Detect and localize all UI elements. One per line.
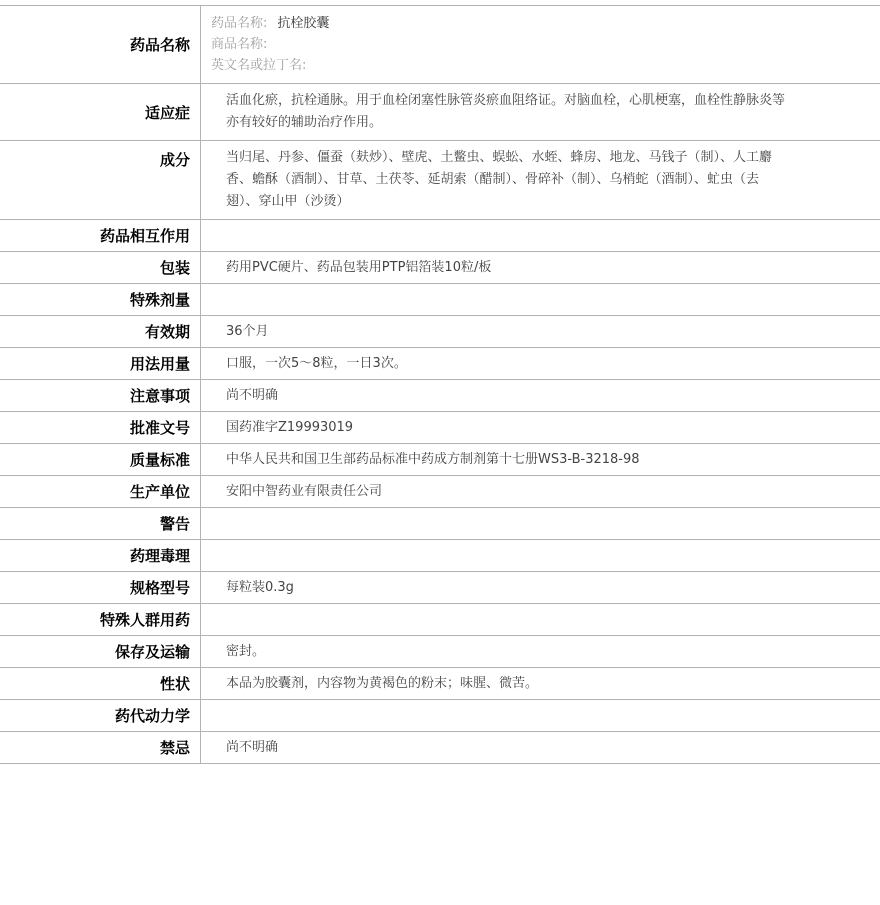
english-name-label: 英文名或拉丁名:: [211, 58, 306, 73]
row-drug-name: [0, 6, 880, 84]
row-value: 每粒装0.3g: [201, 572, 880, 604]
row-label: 包装: [0, 252, 201, 284]
row-label: 批准文号: [0, 412, 201, 444]
row-label: 药代动力学: [0, 700, 201, 732]
row-shelf-life: [0, 316, 880, 348]
row-label: 药品相互作用: [0, 220, 201, 252]
row-label: 质量标准: [0, 444, 201, 476]
row-special-dosage: [0, 284, 880, 316]
row-special-populations: [0, 604, 880, 636]
row-label: 成分: [0, 141, 201, 220]
row-value: 活血化瘀，抗栓通脉。用于血栓闭塞性脉管炎瘀血阻络证。对脑血栓，心肌梗塞，血栓性静脉炎等亦有较好的辅助治疗作用。: [201, 84, 880, 141]
row-label: 适应症: [0, 84, 201, 141]
trade-name-label: 商品名称:: [211, 37, 267, 52]
row-label: 注意事项: [0, 380, 201, 412]
row-description: [0, 668, 880, 700]
row-storage: [0, 636, 880, 668]
row-value: [201, 540, 880, 572]
row-value: [201, 700, 880, 732]
row-value: 36个月: [201, 316, 880, 348]
row-warning: [0, 508, 880, 540]
row-label: 生产单位: [0, 476, 201, 508]
row-usage-dosage: [0, 348, 880, 380]
row-value: [201, 508, 880, 540]
row-label: 药理毒理: [0, 540, 201, 572]
drug-info-sheet: [0, 5, 880, 764]
row-value: 国药准字Z19993019: [201, 412, 880, 444]
row-value: 尚不明确: [201, 380, 880, 412]
row-label: 用法用量: [0, 348, 201, 380]
row-value: 药用PVC硬片、药品包装用PTP铝箔装10粒/板: [201, 252, 880, 284]
row-value: 本品为胶囊剂，内容物为黄褐色的粉末；味腥、微苦。: [201, 668, 880, 700]
row-indications: [0, 84, 880, 141]
row-pharmacokinetics: [0, 700, 880, 732]
row-value: 尚不明确: [201, 732, 880, 764]
row-ingredients: [0, 141, 880, 220]
row-interactions: [0, 220, 880, 252]
row-label: 性状: [0, 668, 201, 700]
trade-name-line: [211, 34, 790, 55]
row-label: 禁忌: [0, 732, 201, 764]
row-manufacturer: [0, 476, 880, 508]
row-label: 特殊剂量: [0, 284, 201, 316]
row-value: 口服，一次5～8粒，一日3次。: [201, 348, 880, 380]
row-value: 中华人民共和国卫生部药品标准中药成方制剂第十七册WS3-B-3218-98: [201, 444, 880, 476]
row-quality-standard: [0, 444, 880, 476]
row-label: 有效期: [0, 316, 201, 348]
row-value: 密封。: [201, 636, 880, 668]
english-name-line: [211, 55, 790, 76]
row-value: 当归尾、丹参、僵蚕（麸炒）、壁虎、土鳖虫、蜈蚣、水蛭、蜂房、地龙、马钱子（制）、人工麝香、蟾酥（酒制）、甘草、土茯苓、延胡索（醋制）、骨碎补（制）、乌梢蛇（酒制）、虻虫（去翅）、穿山甲（沙烫）: [201, 141, 880, 220]
row-label: 警告: [0, 508, 201, 540]
row-precautions: [0, 380, 880, 412]
row-value: 安阳中智药业有限责任公司: [201, 476, 880, 508]
row-value: [201, 220, 880, 252]
drug-name-block: [201, 6, 880, 84]
row-specification: [0, 572, 880, 604]
row-label: 药品名称: [0, 6, 201, 84]
row-label: 保存及运输: [0, 636, 201, 668]
generic-name-label: 药品名称:: [211, 16, 267, 31]
generic-name-line: [211, 13, 790, 34]
row-value: [201, 604, 880, 636]
row-label: 特殊人群用药: [0, 604, 201, 636]
row-label: 规格型号: [0, 572, 201, 604]
row-value: [201, 284, 880, 316]
row-packaging: [0, 252, 880, 284]
row-pharmacology: [0, 540, 880, 572]
drug-info-table: [0, 5, 880, 764]
generic-name-value: 抗栓胶囊: [277, 16, 329, 31]
row-contraindications: [0, 732, 880, 764]
row-approval-number: [0, 412, 880, 444]
